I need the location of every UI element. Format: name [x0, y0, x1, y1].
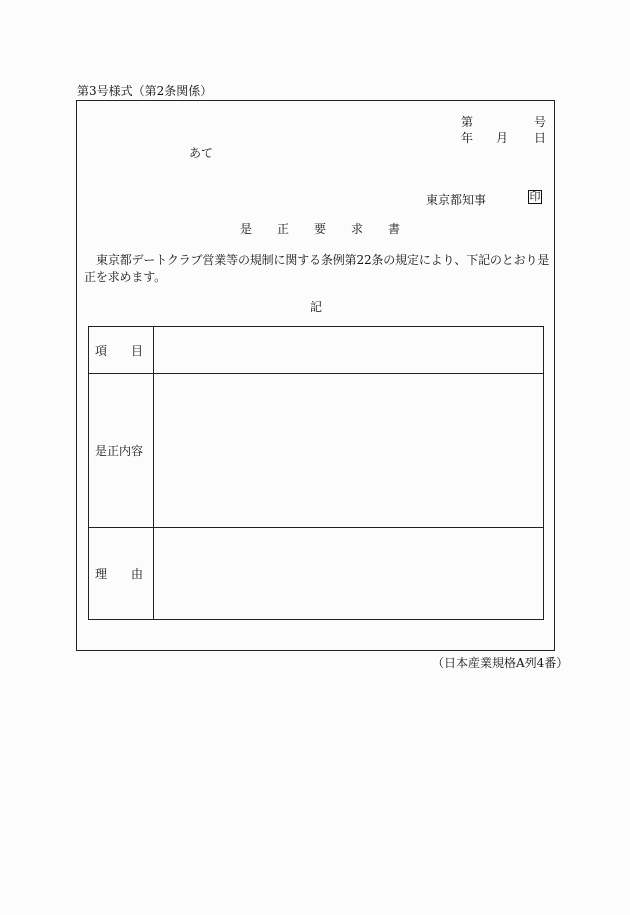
date-line — [461, 131, 547, 145]
row-label-cell — [89, 327, 154, 374]
table-row — [89, 374, 544, 528]
date-year: 年 — [461, 131, 474, 145]
reason-value-cell[interactable] — [154, 528, 544, 620]
correction-table — [88, 326, 544, 620]
row-label: 理 由 — [95, 567, 143, 581]
row-label-cell — [89, 528, 154, 620]
date-day: 日 — [534, 131, 547, 145]
seal-box: 印 — [529, 190, 541, 203]
item-value-cell[interactable] — [154, 327, 544, 374]
issuer-name: 東京都知事 — [426, 193, 487, 207]
row-label-cell — [89, 374, 154, 528]
document-number-line — [461, 115, 547, 129]
number-prefix: 第 — [461, 115, 474, 129]
ki-heading: 記 — [310, 300, 323, 314]
row-label: 項 目 — [95, 343, 143, 358]
table-row — [89, 327, 544, 374]
content-value-cell[interactable] — [154, 374, 544, 528]
form-number-label: 第3号様式（第2条関係） — [77, 84, 213, 98]
row-label: 是正内容 — [95, 444, 144, 458]
date-month: 月 — [496, 131, 509, 145]
document-title: 是正要求書 — [240, 222, 426, 236]
paper-size-note: （日本産業規格A列4番） — [432, 656, 569, 670]
table-row — [89, 528, 544, 620]
number-suffix: 号 — [534, 115, 547, 129]
addressee: あて — [189, 146, 214, 160]
body-text: 東京都デートクラブ営業等の規制に関する条例第22条の規定により、下記のとおり是正を求めます。 — [84, 253, 550, 284]
